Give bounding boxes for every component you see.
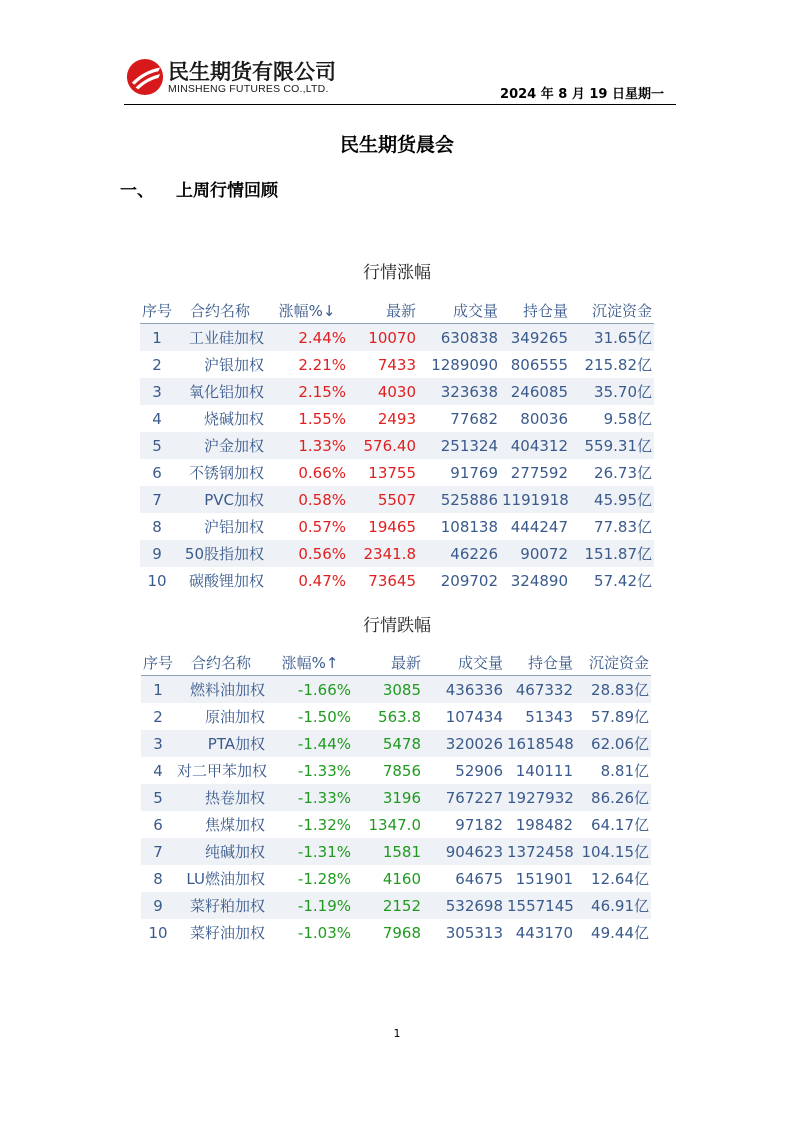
table-cell: -1.31% — [267, 838, 353, 865]
table-cell: 8 — [153, 869, 163, 888]
table-cell: 31.65亿 — [570, 324, 654, 352]
column-header: 最新 — [353, 650, 423, 676]
table-cell: 46226 — [418, 540, 500, 567]
gainers-table — [140, 298, 654, 594]
table-cell: 64.17亿 — [591, 816, 649, 834]
page-number: 1 — [393, 1027, 401, 1040]
table-cell: 209702 — [440, 571, 498, 590]
table-cell: 13755 — [368, 463, 416, 482]
column-header: 合约名称 — [174, 298, 266, 324]
table-row — [141, 730, 651, 757]
table-cell: 0.47% — [298, 571, 346, 590]
table-cell: 5 — [140, 432, 174, 459]
table-cell: 97182 — [455, 815, 503, 834]
table-cell: 2 — [153, 707, 163, 726]
table-cell: 52906 — [455, 761, 503, 780]
table-cell: 436336 — [423, 676, 505, 704]
table-cell: 77.83亿 — [594, 518, 652, 536]
table-row — [141, 838, 651, 865]
column-header: 成交量 — [418, 298, 500, 324]
table-cell: 2.21% — [298, 355, 346, 374]
table-cell: -1.03% — [297, 923, 351, 942]
table-header-row — [140, 298, 654, 324]
table-cell: 57.42亿 — [594, 572, 652, 590]
table-cell: 燃料油加权 — [175, 676, 267, 704]
table-cell: -1.66% — [267, 676, 353, 704]
table-cell: 349265 — [500, 324, 570, 352]
table-cell: 49.44亿 — [591, 924, 649, 942]
table-row — [140, 378, 654, 405]
table-cell: 4 — [152, 409, 162, 428]
table-cell: 菜籽油加权 — [189, 924, 265, 942]
table-cell: -1.33% — [267, 784, 353, 811]
table-cell: 277592 — [510, 463, 568, 482]
column-header: 涨幅%↓ — [266, 298, 348, 324]
table-cell: 525886 — [418, 486, 500, 513]
column-header: 序号 — [141, 650, 175, 676]
table-cell: 菜籽粕加权 — [175, 892, 267, 919]
table-cell: 1 — [141, 676, 175, 704]
table-cell: -1.32% — [297, 815, 351, 834]
table-cell: 8.81亿 — [600, 762, 649, 780]
table-cell: 3196 — [353, 784, 423, 811]
table-cell: 焦煤加权 — [204, 816, 265, 834]
table-cell: -1.19% — [267, 892, 353, 919]
table-cell: 305313 — [445, 923, 503, 942]
table-row — [140, 324, 654, 352]
table-row — [140, 567, 654, 594]
table-cell: 198482 — [515, 815, 573, 834]
table-cell: 工业硅加权 — [174, 324, 266, 352]
table-cell: 50股指加权 — [174, 540, 266, 567]
table-cell: 2341.8 — [348, 540, 418, 567]
losers-table — [141, 650, 651, 946]
table-cell: 107434 — [445, 707, 503, 726]
report-date: 2024 年 8 月 19 日星期一 — [500, 87, 664, 102]
table-cell: 45.95亿 — [570, 486, 654, 513]
table-cell: 3085 — [353, 676, 423, 704]
table-cell: 90072 — [500, 540, 570, 567]
table-cell: 2 — [152, 355, 162, 374]
table-cell: 559.31亿 — [570, 432, 654, 459]
table-cell: 64675 — [455, 869, 503, 888]
section-heading — [120, 176, 278, 201]
table-cell: 91769 — [450, 463, 498, 482]
table-cell: 5478 — [353, 730, 423, 757]
table-cell: 26.73亿 — [594, 464, 652, 482]
minsheng-logo-icon — [126, 58, 164, 96]
table-cell: 563.8 — [378, 707, 421, 726]
table-cell: 35.70亿 — [570, 378, 654, 405]
table-cell: 1581 — [353, 838, 423, 865]
table-cell: 9.58亿 — [603, 410, 652, 428]
table-cell: 3 — [140, 378, 174, 405]
table-cell: 467332 — [505, 676, 575, 704]
table-cell: 1 — [140, 324, 174, 352]
table-cell: 4030 — [348, 378, 418, 405]
table-cell: 纯碱加权 — [175, 838, 267, 865]
table-cell: -1.33% — [297, 761, 351, 780]
table-cell: 7433 — [377, 355, 416, 374]
table-row — [140, 351, 654, 378]
table-cell: 404312 — [500, 432, 570, 459]
table-row — [141, 703, 651, 730]
table-cell: 443170 — [515, 923, 573, 942]
table-cell: 1347.0 — [368, 815, 421, 834]
table-cell: 62.06亿 — [575, 730, 651, 757]
table-cell: 444247 — [510, 517, 568, 536]
table-cell: 1372458 — [505, 838, 575, 865]
column-header: 沉淀资金 — [575, 650, 651, 676]
table-cell: 904623 — [423, 838, 505, 865]
table-row — [140, 405, 654, 432]
table-cell: 151901 — [515, 869, 573, 888]
table-cell: 73645 — [368, 571, 416, 590]
table-cell: -1.44% — [267, 730, 353, 757]
table-cell: 251324 — [418, 432, 500, 459]
section-title: 上周行情回顾 — [176, 181, 278, 201]
table-row — [141, 919, 651, 946]
table-row — [141, 676, 651, 704]
table-cell: 51343 — [525, 707, 573, 726]
table-cell: 碳酸锂加权 — [188, 572, 264, 590]
table-cell: 532698 — [423, 892, 505, 919]
table-cell: 57.89亿 — [591, 708, 649, 726]
table-row — [140, 486, 654, 513]
table-cell: 9 — [140, 540, 174, 567]
table-cell: 80036 — [520, 409, 568, 428]
table-cell: 324890 — [510, 571, 568, 590]
table-row — [141, 757, 651, 784]
company-name-cn: 民生期货有限公司 — [168, 60, 336, 84]
table-cell: 沪银加权 — [203, 356, 264, 374]
column-header: 涨幅%↑ — [267, 650, 353, 676]
table-cell: 28.83亿 — [575, 676, 651, 704]
table-cell: 2.15% — [266, 378, 348, 405]
gainers-table-title: 行情涨幅 — [363, 263, 431, 283]
table-cell: 0.56% — [266, 540, 348, 567]
table-row — [140, 459, 654, 486]
table-cell: 1618548 — [505, 730, 575, 757]
table-cell: 86.26亿 — [575, 784, 651, 811]
table-cell: 10 — [148, 923, 168, 942]
table-cell: 7968 — [382, 923, 421, 942]
company-name-en: MINSHENG FUTURES CO.,LTD. — [168, 83, 329, 95]
table-cell: -1.50% — [297, 707, 351, 726]
column-header: 成交量 — [423, 650, 505, 676]
table-cell: 320026 — [423, 730, 505, 757]
table-cell: PVC加权 — [174, 486, 266, 513]
table-row — [141, 892, 651, 919]
table-cell: -1.28% — [297, 869, 351, 888]
table-cell: 7 — [140, 486, 174, 513]
table-cell: 323638 — [418, 378, 500, 405]
table-cell: 104.15亿 — [575, 838, 651, 865]
table-cell: 1289090 — [431, 355, 498, 374]
column-header: 最新 — [348, 298, 418, 324]
table-cell: 151.87亿 — [570, 540, 654, 567]
column-header: 持仓量 — [505, 650, 575, 676]
table-cell: 3 — [141, 730, 175, 757]
table-cell: 2493 — [377, 409, 416, 428]
table-cell: 4 — [153, 761, 163, 780]
table-cell: 1.55% — [298, 409, 346, 428]
table-cell: 108138 — [440, 517, 498, 536]
table-cell: 8 — [152, 517, 162, 536]
table-cell: 0.57% — [298, 517, 346, 536]
table-cell: 6 — [153, 815, 163, 834]
table-cell: 不锈钢加权 — [188, 464, 264, 482]
table-cell: 10070 — [348, 324, 418, 352]
table-cell: LU燃油加权 — [186, 870, 265, 888]
section-number: 一、 — [120, 181, 154, 201]
table-cell: 热卷加权 — [175, 784, 267, 811]
table-cell: 5 — [141, 784, 175, 811]
table-cell: 246085 — [500, 378, 570, 405]
table-cell: 12.64亿 — [591, 870, 649, 888]
table-cell: 19465 — [368, 517, 416, 536]
table-row — [140, 540, 654, 567]
table-cell: 1.33% — [266, 432, 348, 459]
table-cell: 140111 — [515, 761, 573, 780]
table-cell: 氧化铝加权 — [174, 378, 266, 405]
page-header — [124, 56, 676, 105]
losers-table-title: 行情跌幅 — [363, 616, 431, 636]
column-header: 合约名称 — [175, 650, 267, 676]
column-header: 沉淀资金 — [570, 298, 654, 324]
table-row — [141, 865, 651, 892]
table-cell: 1557145 — [505, 892, 575, 919]
column-header: 持仓量 — [500, 298, 570, 324]
table-cell: 9 — [141, 892, 175, 919]
table-cell: 2152 — [353, 892, 423, 919]
table-cell: 806555 — [510, 355, 568, 374]
table-cell: 215.82亿 — [584, 356, 652, 374]
table-cell: 对二甲苯加权 — [177, 762, 268, 780]
table-cell: 1927932 — [505, 784, 575, 811]
table-cell: 6 — [152, 463, 162, 482]
table-cell: 4160 — [382, 869, 421, 888]
table-row — [140, 432, 654, 459]
table-row — [141, 811, 651, 838]
table-cell: 46.91亿 — [575, 892, 651, 919]
table-cell: 沪铝加权 — [203, 518, 264, 536]
table-cell: 1191918 — [500, 486, 570, 513]
table-cell: 10 — [147, 571, 167, 590]
table-cell: PTA加权 — [175, 730, 267, 757]
table-row — [140, 513, 654, 540]
table-row — [141, 784, 651, 811]
table-cell: 77682 — [450, 409, 498, 428]
table-cell: 沪金加权 — [174, 432, 266, 459]
document-title: 民生期货晨会 — [339, 134, 454, 156]
table-cell: 原油加权 — [204, 708, 265, 726]
table-cell: 767227 — [423, 784, 505, 811]
table-cell: 576.40 — [348, 432, 418, 459]
table-cell: 烧碱加权 — [203, 410, 264, 428]
table-cell: 0.58% — [266, 486, 348, 513]
table-cell: 5507 — [348, 486, 418, 513]
table-header-row — [141, 650, 651, 676]
table-cell: 7856 — [382, 761, 421, 780]
table-cell: 7 — [141, 838, 175, 865]
column-header: 序号 — [140, 298, 174, 324]
table-cell: 2.44% — [266, 324, 348, 352]
table-cell: 630838 — [418, 324, 500, 352]
table-cell: 0.66% — [298, 463, 346, 482]
